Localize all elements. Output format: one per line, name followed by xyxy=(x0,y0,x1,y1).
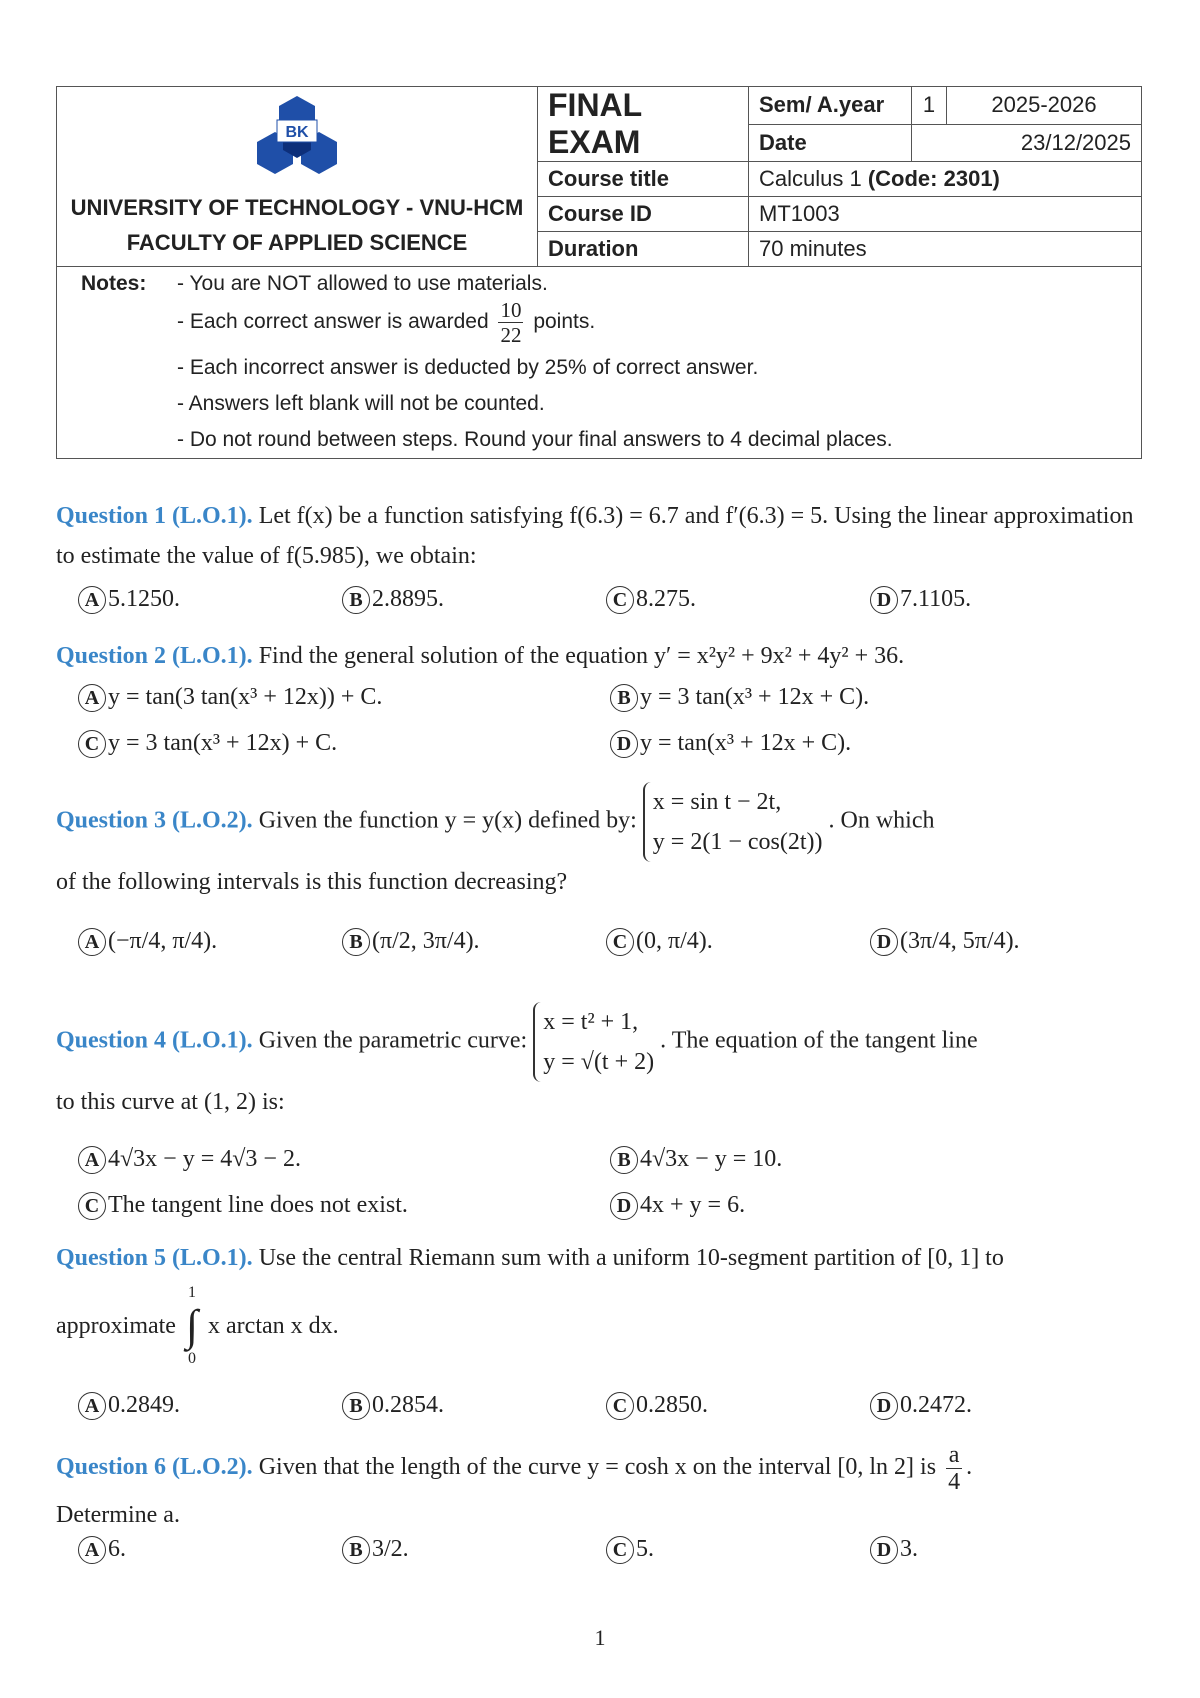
option-b[interactable]: B 2.8895. xyxy=(342,586,444,614)
course-title-value: Calculus 1 (Code: 2301) xyxy=(749,162,1142,197)
note-line-1: - You are NOT allowed to use materials. xyxy=(177,272,548,295)
course-id-label: Course ID xyxy=(538,197,749,232)
option-c[interactable]: C 0.2850. xyxy=(606,1392,708,1420)
university-cell xyxy=(57,87,538,267)
question-5: Question 5 (L.O.1). Use the central Riemann sum with a uniform 10-segment partition of [0, 1] to xyxy=(56,1245,1004,1271)
option-d[interactable]: D 3. xyxy=(870,1536,918,1564)
equation-system: x = t² + 1, y = √(t + 2) xyxy=(533,1002,654,1082)
note-line-2: - Each correct answer is awarded $\frac{10}{22}$ points. xyxy=(177,298,596,347)
option-b[interactable]: B (π/2, 3π/4). xyxy=(342,928,480,956)
notes-label: Notes: xyxy=(81,272,147,295)
option-c[interactable]: C The tangent line does not exist. xyxy=(78,1192,408,1220)
question-text: Let f(x) be a function satisfying f(6.3) = 6.7 and f′(6.3) = 5. Using the linear approximation to estimate the value of f(5.985), we obtain: xyxy=(56,503,1134,569)
note-line-4: - Answers left blank will not be counted. xyxy=(177,392,545,415)
question-title: Question 1 (L.O.1). xyxy=(56,503,253,529)
sem-label: Sem/ A.year xyxy=(749,87,912,125)
question-title: Question 5 (L.O.1). xyxy=(56,1245,253,1271)
question-5-integral: approximate 1 ∫ 0 x arctan x dx. xyxy=(56,1284,339,1367)
year-value: 2025-2026 xyxy=(947,87,1142,125)
option-d[interactable]: D y = tan(x³ + 12x + C). xyxy=(610,730,851,758)
option-d[interactable]: D 4x + y = 6. xyxy=(610,1192,745,1220)
option-b[interactable]: B y = 3 tan(x³ + 12x + C). xyxy=(610,684,869,712)
faculty-name: FACULTY OF APPLIED SCIENCE xyxy=(126,229,468,255)
note-line-3: - Each incorrect answer is deducted by 25% of correct answer. xyxy=(177,356,759,379)
question-6: Question 6 (L.O.2). Given that the length of the curve y = cosh x on the interval [0, ln 2] is $\frac{a}{4}$ . Determine a. xyxy=(56,1442,973,1528)
duration-value: 70 minutes xyxy=(749,232,1142,267)
course-id-value: MT1003 xyxy=(749,197,1142,232)
option-d[interactable]: D 0.2472. xyxy=(870,1392,972,1420)
equation-system: x = sin t − 2t, y = 2(1 − cos(2t)) xyxy=(643,782,823,862)
course-title-label: Course title xyxy=(538,162,749,197)
question-title: Question 3 (L.O.2). xyxy=(56,807,253,834)
bk-logo-icon xyxy=(247,94,347,184)
option-c[interactable]: C (0, π/4). xyxy=(606,928,713,956)
option-b[interactable]: B 3/2. xyxy=(342,1536,409,1564)
question-text: Find the general solution of the equation y′ = x²y² + 9x² + 4y² + 36. xyxy=(258,643,905,669)
option-b[interactable]: B 4√3x − y = 10. xyxy=(610,1146,782,1174)
page-number: 1 xyxy=(594,1625,606,1650)
exam-title: FINAL EXAM xyxy=(548,87,642,160)
option-a[interactable]: A 5.1250. xyxy=(78,586,180,614)
option-c[interactable]: C 5. xyxy=(606,1536,654,1564)
question-2 xyxy=(56,636,1146,676)
option-c[interactable]: C y = 3 tan(x³ + 12x) + C. xyxy=(78,730,337,758)
question-3: Question 3 (L.O.2). Given the function y = y(x) defined by: x = sin t − 2t, y = 2(1 − cos(2t)) . On which of the following intervals is this function decreasing? xyxy=(56,782,1146,902)
points-fraction: $\frac{10}{22}$ xyxy=(500,298,522,347)
option-d[interactable]: D 7.1105. xyxy=(870,586,971,614)
note-line-5: - Do not round between steps. Round your final answers to 4 decimal places. xyxy=(177,428,893,451)
date-label: Date xyxy=(749,124,912,162)
integral-sign: 1 ∫ 0 xyxy=(185,1284,199,1367)
university-name: UNIVERSITY OF TECHNOLOGY - VNU-HCM xyxy=(70,194,524,220)
question-title: Question 6 (L.O.2). xyxy=(56,1454,253,1481)
option-d[interactable]: D (3π/4, 5π/4). xyxy=(870,928,1020,956)
option-a[interactable]: A (−π/4, π/4). xyxy=(78,928,217,956)
option-b[interactable]: B 0.2854. xyxy=(342,1392,444,1420)
question-title: Question 2 (L.O.1). xyxy=(56,643,253,669)
duration-label: Duration xyxy=(538,232,749,267)
option-a[interactable]: A y = tan(3 tan(x³ + 12x)) + C. xyxy=(78,684,382,712)
option-a[interactable]: A 4√3x − y = 4√3 − 2. xyxy=(78,1146,301,1174)
option-c[interactable]: C 8.275. xyxy=(606,586,696,614)
sem-value: 1 xyxy=(912,87,947,125)
question-4: Question 4 (L.O.1). Given the parametric curve: x = t² + 1, y = √(t + 2) . The equation of the tangent line to this curve at (1, 2) is: xyxy=(56,1002,1146,1122)
length-fraction: $\frac{a}{4}$ xyxy=(948,1442,961,1495)
notes-box xyxy=(56,266,1142,459)
option-a[interactable]: A 6. xyxy=(78,1536,126,1564)
question-1 xyxy=(56,496,1146,576)
exam-header-table xyxy=(56,86,1142,267)
date-value: 23/12/2025 xyxy=(912,124,1142,162)
option-a[interactable]: A 0.2849. xyxy=(78,1392,180,1420)
svg-text:BK: BK xyxy=(285,123,309,141)
question-title: Question 4 (L.O.1). xyxy=(56,1027,253,1054)
exam-title-cell xyxy=(538,87,749,162)
